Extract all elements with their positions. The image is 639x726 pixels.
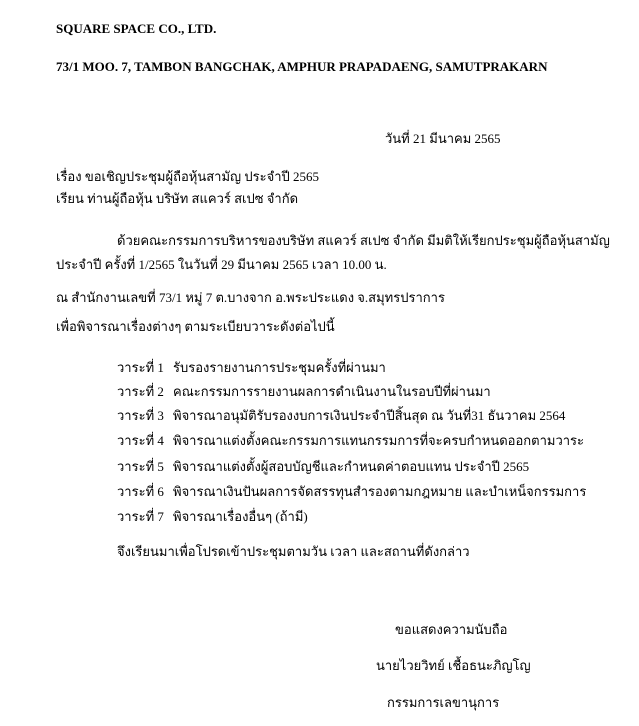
- agenda-text: พิจารณาอนุมัติรับรองงบการเงินประจำปีสิ้นสุด ณ วันที่31 ธันวาคม 2564: [173, 408, 566, 423]
- body-paragraph-line-1: ด้วยคณะกรรมการบริหารของบริษัท สแควร์ สเปซ จำกัด มีมติให้เรียกประชุมผู้ถือหุ้นสามัญ: [117, 233, 610, 248]
- closing-sentence: จึงเรียนมาเพื่อโปรดเข้าประชุมตามวัน เวลา และสถานที่ดังกล่าว: [117, 544, 470, 559]
- agenda-item: [117, 359, 617, 377]
- agenda-text: คณะกรรมการรายงานผลการดำเนินงานในรอบปีที่ผ่านมา: [173, 384, 491, 399]
- agenda-number: วาระที่ 1: [117, 360, 164, 375]
- agenda-text: พิจารณาแต่งตั้งคณะกรรมการแทนกรรมการที่จะครบกำหนดออกตามวาระ: [173, 433, 585, 448]
- company-name: SQUARE SPACE CO., LTD.: [56, 21, 217, 36]
- agenda-number: วาระที่ 6: [117, 484, 164, 499]
- agenda-text: พิจารณาเรื่องอื่นๆ (ถ้ามี): [173, 509, 308, 524]
- signature-title: กรรมการเลขานุการ: [387, 695, 500, 710]
- agenda-item: [117, 458, 617, 476]
- company-address: 73/1 MOO. 7, TAMBON BANGCHAK, AMPHUR PRAPADAENG, SAMUTPRAKARN: [56, 59, 548, 74]
- agenda-text: พิจารณาแต่งตั้งผู้สอบบัญชีและกำหนดค่าตอบแทน ประจำปี 2565: [173, 459, 530, 474]
- meeting-purpose: เพื่อพิจารณาเรื่องต่างๆ ตามระเบียบวาระดังต่อไปนี้: [56, 319, 335, 334]
- letter-subject: เรื่อง ขอเชิญประชุมผู้ถือหุ้นสามัญ ประจำปี 2565: [56, 169, 319, 184]
- agenda-item: [117, 383, 617, 401]
- body-paragraph-line-2: ประจำปี ครั้งที่ 1/2565 ในวันที่ 29 มีนาคม 2565 เวลา 10.00 น.: [56, 257, 387, 272]
- agenda-item: [117, 508, 617, 526]
- agenda-item: [117, 407, 617, 425]
- signature-salutation: ขอแสดงความนับถือ: [395, 622, 508, 637]
- agenda-item: [117, 432, 617, 450]
- agenda-number: วาระที่ 7: [117, 509, 164, 524]
- letter-date: วันที่ 21 มีนาคม 2565: [385, 131, 501, 146]
- agenda-number: วาระที่ 5: [117, 459, 164, 474]
- agenda-number: วาระที่ 3: [117, 408, 164, 423]
- agenda-text: รับรองรายงานการประชุมครั้งที่ผ่านมา: [173, 360, 386, 375]
- meeting-location: ณ สำนักงานเลขที่ 73/1 หมู่ 7 ต.บางจาก อ.พระประแดง จ.สมุทรปราการ: [56, 290, 445, 305]
- signature-name: นายไวยวิทย์ เชื้อธนะภิญโญ: [376, 658, 531, 673]
- agenda-number: วาระที่ 4: [117, 433, 164, 448]
- agenda-item: [117, 483, 617, 501]
- agenda-text: พิจารณาเงินปันผลการจัดสรรทุนสำรองตามกฎหมาย และบำเหน็จกรรมการ: [173, 484, 587, 499]
- letter-recipient: เรียน ท่านผู้ถือหุ้น บริษัท สแควร์ สเปซ จำกัด: [56, 191, 299, 206]
- agenda-number: วาระที่ 2: [117, 384, 164, 399]
